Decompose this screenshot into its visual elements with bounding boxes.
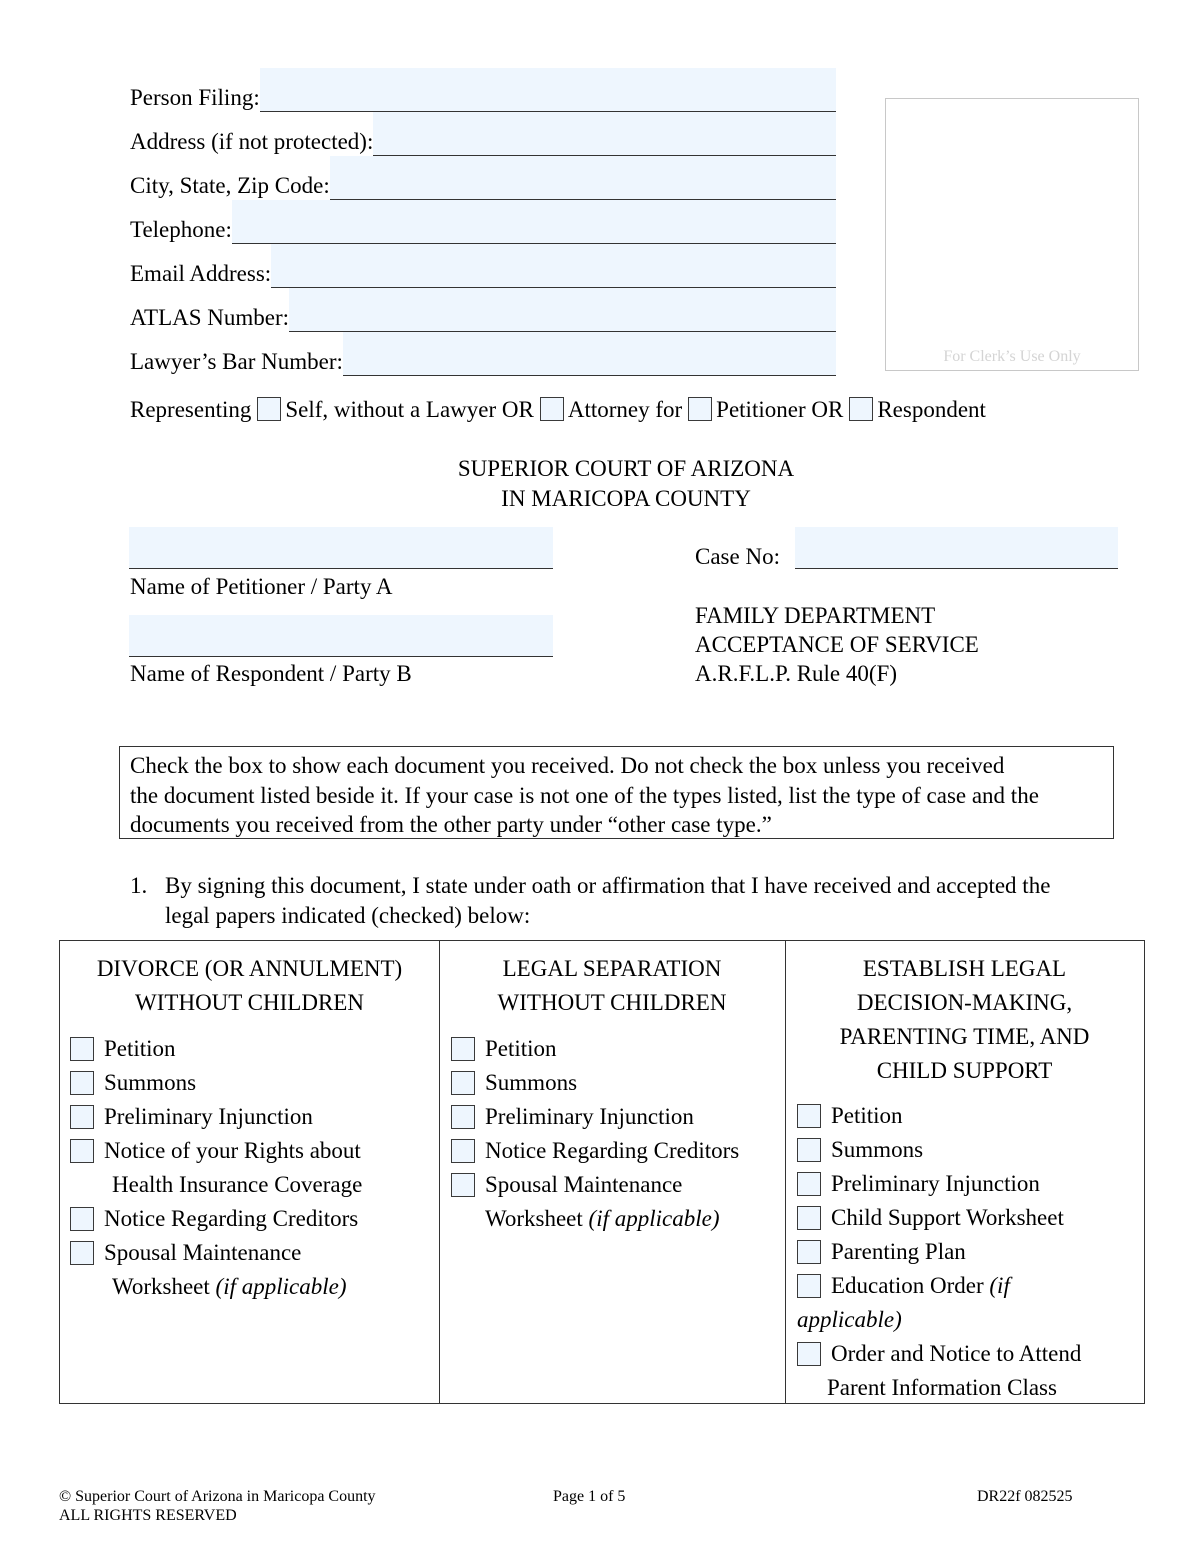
instructions-line-2: the document listed beside it. If your case is not one of the types listed, list the type of case and the xyxy=(130,782,1039,808)
item-1-number: 1. xyxy=(130,873,148,898)
documents-grid xyxy=(59,940,1145,1404)
respondent-checkbox[interactable] xyxy=(849,397,873,421)
ld-worksheet-label: Child Support Worksheet xyxy=(831,1205,1064,1230)
field-row-address xyxy=(130,124,836,156)
separation-prelim-checkbox[interactable] xyxy=(451,1105,475,1129)
divorce-prelim-label: Preliminary Injunction xyxy=(104,1104,313,1129)
separation-spousal-label: Spousal Maintenance xyxy=(485,1172,683,1197)
legal-decision-column xyxy=(785,941,1144,1403)
respondent-label: Respondent xyxy=(877,397,986,422)
field-row-email xyxy=(130,256,836,288)
list-item xyxy=(797,1167,1144,1201)
field-row-atlas-number xyxy=(130,300,836,332)
list-item xyxy=(797,1269,1144,1303)
divorce-summons-checkbox[interactable] xyxy=(70,1071,94,1095)
divorce-creditors-label: Notice Regarding Creditors xyxy=(104,1206,359,1231)
ld-prelim-label: Preliminary Injunction xyxy=(831,1171,1040,1196)
list-item xyxy=(797,1201,1144,1235)
city-state-zip-input[interactable] xyxy=(330,156,836,200)
email-label: Email Address: xyxy=(130,261,272,286)
bar-number-input[interactable] xyxy=(343,332,836,376)
ld-summons-label: Summons xyxy=(831,1137,924,1162)
representing-label: Representing xyxy=(130,397,252,422)
attorney-label: Attorney for xyxy=(567,397,683,422)
field-row-person-filing xyxy=(130,80,836,112)
legal-decision-title-line-4: CHILD SUPPORT xyxy=(876,1058,1053,1083)
list-item xyxy=(70,1134,439,1168)
legal-decision-title-line-3: PARENTING TIME, AND xyxy=(839,1024,1090,1049)
clerk-use-box xyxy=(885,98,1139,371)
divorce-spousal-label-cont: Worksheet xyxy=(112,1274,216,1299)
divorce-title-line-1: DIVORCE (OR ANNULMENT) xyxy=(96,956,403,981)
ld-parent-class-checkbox[interactable] xyxy=(797,1342,821,1366)
field-row-telephone xyxy=(130,212,836,244)
representing-line xyxy=(130,396,986,424)
email-input[interactable] xyxy=(271,244,836,288)
footer-page-number: Page 1 of 5 xyxy=(553,1488,626,1505)
separation-document-list xyxy=(451,1032,785,1236)
petitioner-checkbox[interactable] xyxy=(688,397,712,421)
separation-spousal-label-cont: Worksheet xyxy=(485,1206,589,1231)
divorce-document-list xyxy=(70,1032,439,1304)
divorce-creditors-checkbox[interactable] xyxy=(70,1207,94,1231)
list-item xyxy=(451,1066,785,1100)
divorce-spousal-if-applicable: (if applicable) xyxy=(215,1274,347,1299)
separation-petition-label: Petition xyxy=(485,1036,557,1061)
respondent-name-label: Name of Respondent / Party B xyxy=(130,661,412,686)
separation-column-title xyxy=(439,941,785,1020)
list-item xyxy=(70,1066,439,1100)
item-1-line-2: legal papers indicated (checked) below: xyxy=(165,903,531,928)
petitioner-label: Petitioner OR xyxy=(716,397,844,422)
list-item xyxy=(797,1099,1144,1133)
person-filing-label: Person Filing: xyxy=(130,85,260,110)
person-filing-input[interactable] xyxy=(260,68,836,112)
court-name: SUPERIOR COURT OF ARIZONA xyxy=(457,456,795,481)
footer-copyright: © Superior Court of Arizona in Maricopa County xyxy=(59,1488,376,1505)
list-item xyxy=(451,1032,785,1066)
address-label: Address (if not protected): xyxy=(130,129,374,154)
ld-parent-class-label: Order and Notice to Attend xyxy=(831,1341,1082,1366)
bar-number-label: Lawyer’s Bar Number: xyxy=(130,349,343,374)
field-row-bar-number xyxy=(130,344,836,376)
separation-petition-checkbox[interactable] xyxy=(451,1037,475,1061)
instructions-line-1: Check the box to show each document you received. Do not check the box unless you received xyxy=(130,753,1005,778)
list-item xyxy=(451,1168,785,1202)
divorce-health-rights-label: Notice of your Rights about xyxy=(104,1138,361,1163)
separation-summons-label: Summons xyxy=(485,1070,578,1095)
list-item-continued xyxy=(797,1371,1144,1405)
list-item-continued xyxy=(70,1270,439,1304)
separation-spousal-checkbox[interactable] xyxy=(451,1173,475,1197)
divorce-health-rights-checkbox[interactable] xyxy=(70,1139,94,1163)
footer-form-code: DR22f 082525 xyxy=(977,1488,1073,1505)
legal-decision-title-line-2: DECISION-MAKING, xyxy=(856,990,1073,1015)
ld-worksheet-checkbox[interactable] xyxy=(797,1206,821,1230)
self-label: Self, without a Lawyer OR xyxy=(285,397,534,422)
divorce-column-title xyxy=(60,941,439,1020)
telephone-label: Telephone: xyxy=(130,217,232,242)
divorce-health-rights-label-cont: Health Insurance Coverage xyxy=(112,1172,363,1197)
separation-column xyxy=(439,941,786,1403)
atlas-number-label: ATLAS Number: xyxy=(130,305,290,330)
ld-prelim-checkbox[interactable] xyxy=(797,1172,821,1196)
atlas-number-input[interactable] xyxy=(289,288,836,332)
list-item xyxy=(797,1235,1144,1269)
clerk-use-label: For Clerk’s Use Only xyxy=(943,348,1081,365)
divorce-spousal-label: Spousal Maintenance xyxy=(104,1240,302,1265)
list-item xyxy=(451,1100,785,1134)
ld-parenting-plan-checkbox[interactable] xyxy=(797,1240,821,1264)
separation-summons-checkbox[interactable] xyxy=(451,1071,475,1095)
ld-education-if: (if xyxy=(989,1273,1010,1298)
separation-creditors-label: Notice Regarding Creditors xyxy=(485,1138,740,1163)
list-item xyxy=(70,1236,439,1270)
case-number-input[interactable] xyxy=(795,527,1118,569)
ld-petition-label: Petition xyxy=(831,1103,903,1128)
address-input[interactable] xyxy=(373,112,836,156)
footer-rights: ALL RIGHTS RESERVED xyxy=(59,1507,237,1524)
divorce-column xyxy=(60,941,440,1403)
instructions-box xyxy=(119,746,1114,839)
instructions-line-3: documents you received from the other party under “other case type.” xyxy=(130,812,772,837)
divorce-prelim-checkbox[interactable] xyxy=(70,1105,94,1129)
list-item xyxy=(797,1337,1144,1371)
petitioner-name-input[interactable] xyxy=(129,527,553,569)
telephone-input[interactable] xyxy=(232,200,836,244)
case-number-label: Case No: xyxy=(695,544,780,569)
respondent-name-input[interactable] xyxy=(129,615,553,657)
divorce-petition-checkbox[interactable] xyxy=(70,1037,94,1061)
separation-creditors-checkbox[interactable] xyxy=(451,1139,475,1163)
ld-parenting-plan-label: Parenting Plan xyxy=(831,1239,966,1264)
list-item xyxy=(70,1202,439,1236)
separation-prelim-label: Preliminary Injunction xyxy=(485,1104,694,1129)
list-item-continued xyxy=(797,1303,1144,1337)
list-item xyxy=(70,1032,439,1066)
item-1-text xyxy=(165,871,1145,931)
divorce-spousal-checkbox[interactable] xyxy=(70,1241,94,1265)
attorney-checkbox[interactable] xyxy=(540,397,564,421)
legal-decision-document-list xyxy=(797,1099,1144,1405)
city-state-zip-label: City, State, Zip Code: xyxy=(130,173,330,198)
list-item-continued xyxy=(451,1202,785,1236)
ld-summons-checkbox[interactable] xyxy=(797,1138,821,1162)
rule-reference: A.R.F.L.P. Rule 40(F) xyxy=(695,661,897,686)
ld-parent-class-label-cont: Parent Information Class xyxy=(827,1375,1057,1400)
ld-education-order-checkbox[interactable] xyxy=(797,1274,821,1298)
divorce-petition-label: Petition xyxy=(104,1036,176,1061)
legal-decision-column-title xyxy=(785,941,1144,1088)
list-item xyxy=(70,1100,439,1134)
department-name: FAMILY DEPARTMENT xyxy=(695,603,936,628)
field-row-city-state-zip xyxy=(130,168,836,200)
item-1-line-1: By signing this document, I state under oath or affirmation that I have received and accepted the xyxy=(165,873,1051,898)
document-title: ACCEPTANCE OF SERVICE xyxy=(695,632,979,657)
self-checkbox[interactable] xyxy=(257,397,281,421)
separation-title-line-1: LEGAL SEPARATION xyxy=(502,956,722,981)
ld-petition-checkbox[interactable] xyxy=(797,1104,821,1128)
ld-education-applicable: applicable) xyxy=(797,1307,902,1332)
legal-decision-title-line-1: ESTABLISH LEGAL xyxy=(862,956,1067,981)
divorce-title-line-2: WITHOUT CHILDREN xyxy=(135,990,364,1015)
court-county: IN MARICOPA COUNTY xyxy=(501,486,751,511)
list-item xyxy=(797,1133,1144,1167)
ld-education-order-label: Education Order xyxy=(831,1273,990,1298)
separation-title-line-2: WITHOUT CHILDREN xyxy=(497,990,727,1015)
separation-spousal-if-applicable: (if applicable) xyxy=(588,1206,720,1231)
divorce-summons-label: Summons xyxy=(104,1070,197,1095)
list-item xyxy=(451,1134,785,1168)
list-item-continued xyxy=(70,1168,439,1202)
petitioner-name-label: Name of Petitioner / Party A xyxy=(130,574,393,599)
